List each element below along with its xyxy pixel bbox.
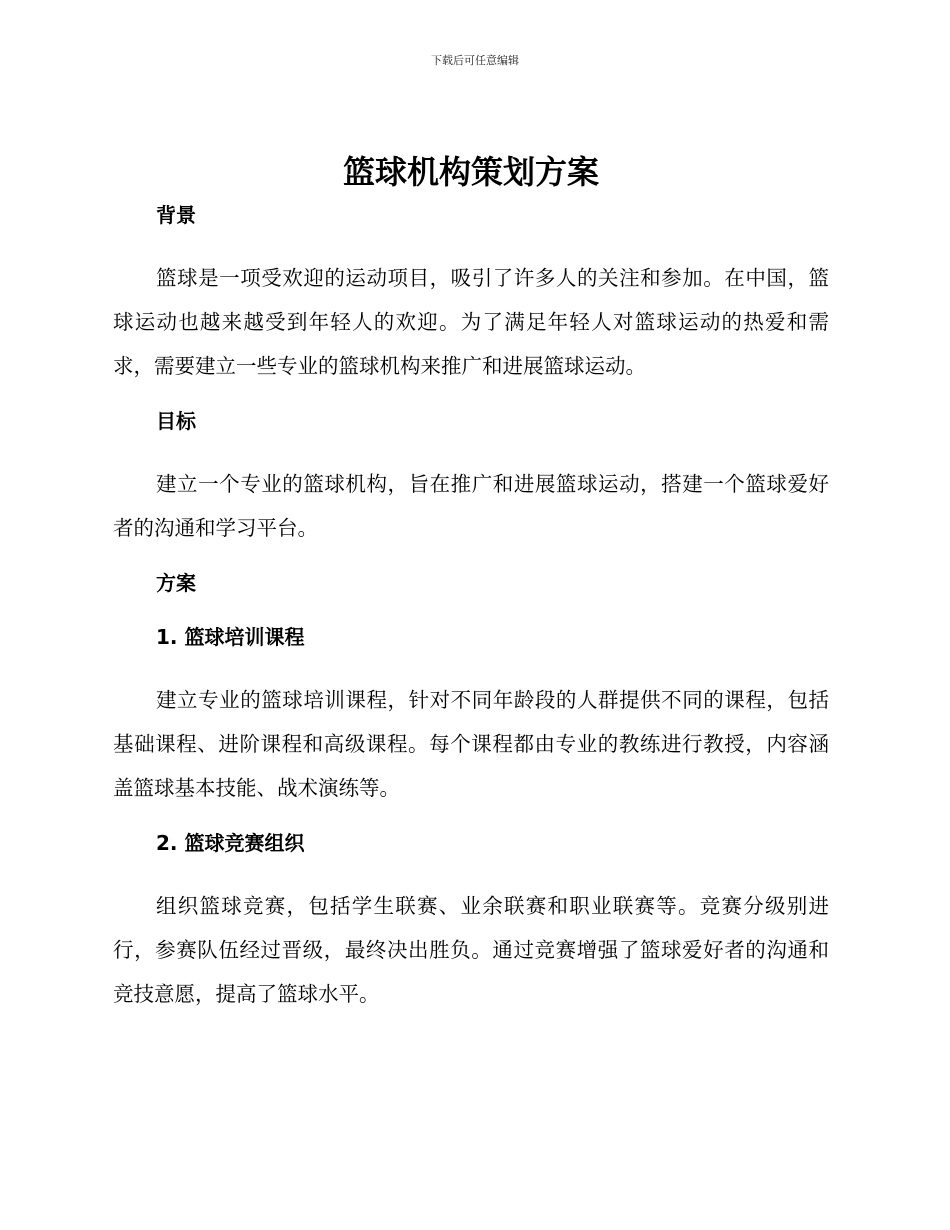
subsection-paragraph-competition: 组织篮球竞赛，包括学生联赛、业余联赛和职业联赛等。竞赛分级别进行，参赛队伍经过晋级，最终决出胜负。通过竞赛增强了篮球爱好者的沟通和竞技意愿，提高了篮球水平。 bbox=[113, 894, 829, 1006]
document-title: 篮球机构策划方案 bbox=[342, 153, 599, 191]
subsection-paragraph-training: 建立专业的篮球培训课程，针对不同年龄段的人群提供不同的课程，包括基础课程、进阶课程和高级课程。每个课程都由专业的教练进行教授，内容涵盖篮球基本技能、战术演练等。 bbox=[113, 688, 829, 800]
page-header-note: 下载后可任意编辑 bbox=[431, 54, 519, 67]
section-heading-plan: 方案 bbox=[156, 571, 196, 595]
subsection-heading-competition: 2. 篮球竞赛组织 bbox=[156, 831, 305, 855]
section-heading-goal: 目标 bbox=[156, 409, 196, 433]
document-body bbox=[113, 150, 829, 1016]
section-paragraph-background: 篮球是一项受欢迎的运动项目，吸引了许多人的关注和参加。在中国，篮球运动也越来越受到年轻人的欢迎。为了满足年轻人对篮球运动的热爱和需求，需要建立一些专业的篮球机构来推广和进展篮球运动。 bbox=[113, 266, 829, 378]
section-paragraph-goal: 建立一个专业的篮球机构，旨在推广和进展篮球运动，搭建一个篮球爱好者的沟通和学习平台。 bbox=[113, 472, 829, 540]
subsection-heading-training: 1. 篮球培训课程 bbox=[156, 625, 305, 649]
section-heading-background: 背景 bbox=[156, 203, 196, 227]
